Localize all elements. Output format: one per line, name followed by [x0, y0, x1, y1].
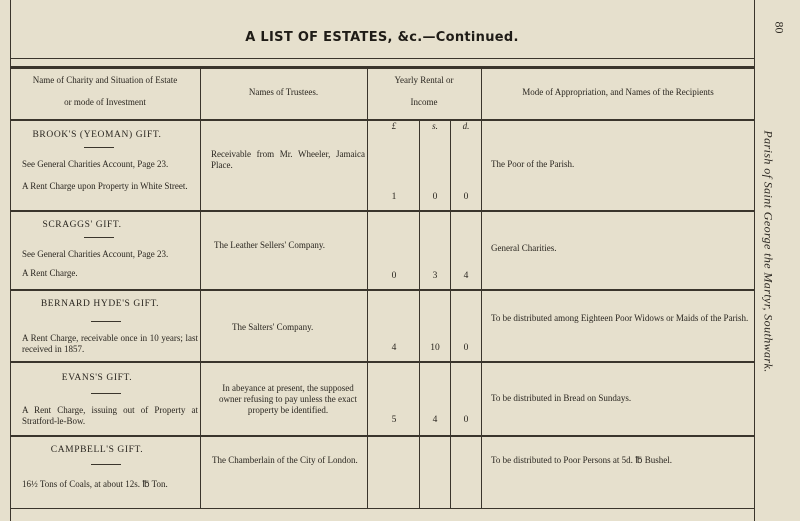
- rule-row-2: [10, 289, 754, 291]
- col-header-rental-1: Yearly Rental or: [394, 75, 454, 85]
- vrule-pounds: [419, 120, 420, 508]
- gift-name: SCRAGGS' GIFT.: [42, 220, 122, 230]
- charity-description: A Rent Charge upon Property in White Street.: [22, 181, 188, 191]
- trustees-text: The Chamberlain of the City of London.: [212, 455, 358, 465]
- col-header-trustees: Names of Trustees.: [248, 87, 319, 97]
- gift-name: BERNARD HYDE'S GIFT.: [40, 299, 160, 309]
- appropriation-text: General Charities.: [491, 243, 557, 253]
- amount-pounds: 5: [391, 415, 397, 425]
- rule-row-3: [10, 361, 754, 363]
- left-border: [10, 0, 11, 521]
- amount-pence: 0: [463, 415, 469, 425]
- appropriation-text: To be distributed in Bread on Sundays.: [491, 393, 632, 403]
- charity-description: A Rent Charge, receivable once in 10 years; last received in 1857.: [22, 333, 198, 354]
- rule-bottom: [10, 508, 754, 509]
- gift-divider: [91, 393, 121, 394]
- col-shillings-label: s.: [432, 121, 438, 131]
- vrule-shillings: [450, 120, 451, 508]
- trustees-text: The Salters' Company.: [232, 322, 314, 332]
- amount-pounds: 4: [391, 343, 397, 353]
- col-header-charity-2: or mode of Investment: [64, 97, 146, 107]
- col-header-appropriation: Mode of Appropriation, and Names of the Recipients: [522, 87, 714, 97]
- col-header-rental-2: Income: [410, 97, 438, 107]
- side-heading: Parish of Saint George the Martyr, Southwark.: [761, 130, 776, 373]
- gift-divider: [84, 147, 114, 148]
- gift-name: CAMPBELL'S GIFT.: [50, 445, 144, 455]
- page-title: A LIST OF ESTATES, &c.—Continued.: [245, 30, 519, 45]
- appropriation-text: To be distributed to Poor Persons at 5d. ℔ Bushel.: [491, 455, 672, 465]
- charity-description: A Rent Charge.: [22, 268, 78, 278]
- page-number: 80: [772, 21, 787, 34]
- col-header-charity-1: Name of Charity and Situation of Estate: [32, 75, 178, 85]
- amount-pence: 4: [463, 271, 469, 281]
- trustees-text: The Leather Sellers' Company.: [214, 240, 326, 250]
- amount-shillings: 0: [432, 192, 438, 202]
- gift-name: BROOK'S (YEOMAN) GIFT.: [32, 130, 162, 140]
- gift-divider: [91, 321, 121, 322]
- charity-description: 16½ Tons of Coals, at about 12s. ℔ Ton.: [22, 479, 168, 489]
- col-pounds-label: £: [391, 121, 397, 131]
- amount-pence: 0: [463, 343, 469, 353]
- vrule-trustees: [367, 67, 368, 508]
- trustees-text: Receivable from Mr. Wheeler, Jamaica Place.: [211, 149, 365, 170]
- amount-shillings: 10: [430, 343, 440, 353]
- trustees-text: In abeyance at present, the supposed owner refusing to pay unless the exact property be identified.: [219, 383, 357, 415]
- amount-pence: 0: [463, 192, 469, 202]
- amount-pounds: 0: [391, 271, 397, 281]
- gift-divider: [91, 464, 121, 465]
- amount-pounds: 1: [391, 192, 397, 202]
- gift-divider: [84, 237, 114, 238]
- rule-row-4: [10, 435, 754, 437]
- amount-shillings: 4: [432, 415, 438, 425]
- appropriation-text: To be distributed among Eighteen Poor Widows or Maids of the Parish.: [491, 313, 749, 323]
- vrule-pence: [481, 67, 482, 508]
- vrule-charity: [200, 67, 201, 508]
- charity-reference: See General Charities Account, Page 23.: [22, 159, 169, 169]
- rule-header-top: [10, 66, 754, 69]
- col-pence-label: d.: [462, 121, 470, 131]
- amount-shillings: 3: [432, 271, 438, 281]
- charity-reference: See General Charities Account, Page 23.: [22, 249, 169, 259]
- appropriation-text: The Poor of the Parish.: [491, 159, 575, 169]
- rule-top: [10, 58, 754, 59]
- charity-description: A Rent Charge, issuing out of Property at Stratford-le-Bow.: [22, 405, 198, 426]
- gift-name: EVANS'S GIFT.: [61, 373, 133, 383]
- rule-row-1: [10, 210, 754, 212]
- right-border: [754, 0, 755, 521]
